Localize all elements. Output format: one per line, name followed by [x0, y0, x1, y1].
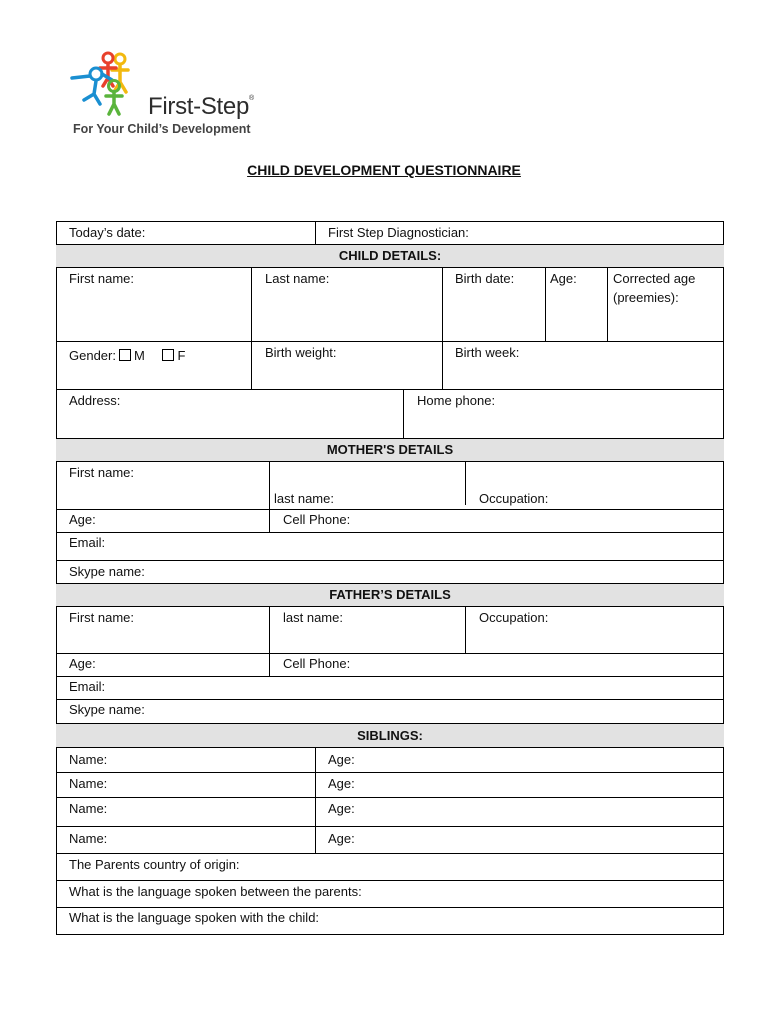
mother-first-name-label: First name:: [69, 465, 135, 480]
sibling-1-age-field[interactable]: [315, 747, 724, 772]
gender-male-checkbox[interactable]: [119, 349, 131, 361]
child-address-field[interactable]: [56, 389, 403, 438]
sibling-4-name-field[interactable]: [56, 826, 315, 853]
todays-date-field[interactable]: [56, 221, 315, 244]
mother-email-field[interactable]: [56, 532, 724, 560]
child-last-name-field[interactable]: [251, 267, 442, 341]
mother-last-name-field[interactable]: [269, 461, 465, 509]
children-figures-icon: [68, 48, 158, 118]
sibling-age-label: Age:: [328, 776, 355, 791]
address-label: Address:: [69, 393, 121, 408]
child-birth-weight-field[interactable]: [251, 341, 442, 389]
sibling-age-label: Age:: [328, 801, 355, 816]
father-skype-label: Skype name:: [69, 702, 145, 717]
mother-cell-phone-label: Cell Phone:: [283, 512, 351, 527]
sibling-name-label: Name:: [69, 801, 108, 816]
sibling-name-label: Name:: [69, 752, 108, 767]
language-child-field[interactable]: [56, 907, 724, 935]
child-first-name-field[interactable]: [56, 267, 251, 341]
sibling-name-label: Name:: [69, 776, 108, 791]
child-gender-field: [56, 341, 251, 389]
mother-age-field[interactable]: [56, 509, 269, 532]
gender-female-checkbox[interactable]: [162, 349, 174, 361]
father-age-field[interactable]: [56, 653, 269, 676]
birth-weight-label: Birth weight:: [265, 345, 337, 360]
mother-email-label: Email:: [69, 535, 106, 550]
father-first-name-field[interactable]: [56, 606, 269, 653]
child-birth-date-label: Birth date:: [455, 271, 515, 286]
father-skype-field[interactable]: [56, 699, 724, 723]
brand-name: First-Step®: [148, 93, 254, 120]
mother-occupation-field[interactable]: [465, 461, 724, 509]
sibling-age-label: Age:: [328, 752, 355, 767]
sibling-2-name-field[interactable]: [56, 772, 315, 797]
sibling-age-label: Age:: [328, 831, 355, 846]
section-siblings: SIBLINGS:: [56, 724, 724, 747]
sibling-2-age-field[interactable]: [315, 772, 724, 797]
language-parents-field[interactable]: [56, 880, 724, 907]
page-title: CHILD DEVELOPMENT QUESTIONNAIRE: [247, 162, 521, 178]
father-first-name-label: First name:: [69, 610, 135, 625]
child-last-name-label: Last name:: [265, 271, 330, 286]
child-corrected-age-field[interactable]: [607, 267, 724, 341]
birth-week-label: Birth week:: [455, 345, 520, 360]
parents-country-field[interactable]: [56, 853, 724, 880]
questionnaire-form: [56, 221, 724, 935]
mother-cell-phone-field[interactable]: [269, 509, 724, 532]
child-birth-week-field[interactable]: [442, 341, 724, 389]
brand-tagline: For Your Child’s Development: [73, 122, 251, 136]
sibling-name-label: Name:: [69, 831, 108, 846]
father-occupation-label: Occupation:: [479, 610, 549, 625]
sibling-3-age-field[interactable]: [315, 797, 724, 826]
language-child-label: What is the language spoken with the child:: [69, 910, 320, 925]
father-email-label: Email:: [69, 679, 106, 694]
mother-skype-field[interactable]: [56, 560, 724, 583]
mother-first-name-field[interactable]: [56, 461, 269, 509]
section-child-details: CHILD DETAILS:: [56, 245, 724, 267]
father-cell-phone-label: Cell Phone:: [283, 656, 351, 671]
father-last-name-label: last name:: [283, 610, 343, 625]
section-father-details: FATHER’S DETAILS: [56, 584, 724, 606]
father-last-name-field[interactable]: [269, 606, 465, 653]
gender-female-label: F: [177, 348, 186, 363]
mother-age-label: Age:: [69, 512, 96, 527]
corrected-age-note: (preemies):: [613, 290, 679, 305]
sibling-1-name-field[interactable]: [56, 747, 315, 772]
father-age-label: Age:: [69, 656, 96, 671]
child-age-label: Age:: [550, 271, 577, 286]
mother-skype-label: Skype name:: [69, 564, 145, 579]
diagnostician-label: First Step Diagnostician:: [328, 225, 469, 240]
child-age-field[interactable]: [545, 267, 607, 341]
mother-last-name-label: last name:: [274, 491, 334, 506]
mother-occupation-label: Occupation:: [479, 491, 549, 506]
gender-group: [69, 348, 185, 364]
father-email-field[interactable]: [56, 676, 724, 699]
todays-date-label: Today’s date:: [69, 225, 146, 240]
child-birth-date-field[interactable]: [442, 267, 545, 341]
father-cell-phone-field[interactable]: [269, 653, 724, 676]
section-mother-details: MOTHER'S DETAILS: [56, 439, 724, 461]
child-home-phone-field[interactable]: [403, 389, 724, 438]
home-phone-label: Home phone:: [417, 393, 496, 408]
sibling-4-age-field[interactable]: [315, 826, 724, 853]
diagnostician-field[interactable]: [315, 221, 724, 244]
first-step-logo: [68, 48, 278, 140]
sibling-3-name-field[interactable]: [56, 797, 315, 826]
language-parents-label: What is the language spoken between the parents:: [69, 884, 362, 899]
parents-country-label: The Parents country of origin:: [69, 857, 240, 872]
child-first-name-label: First name:: [69, 271, 135, 286]
gender-male-label: M: [133, 348, 145, 363]
father-occupation-field[interactable]: [465, 606, 724, 653]
gender-label: Gender:: [69, 348, 116, 363]
corrected-age-label: Corrected age: [613, 271, 696, 286]
